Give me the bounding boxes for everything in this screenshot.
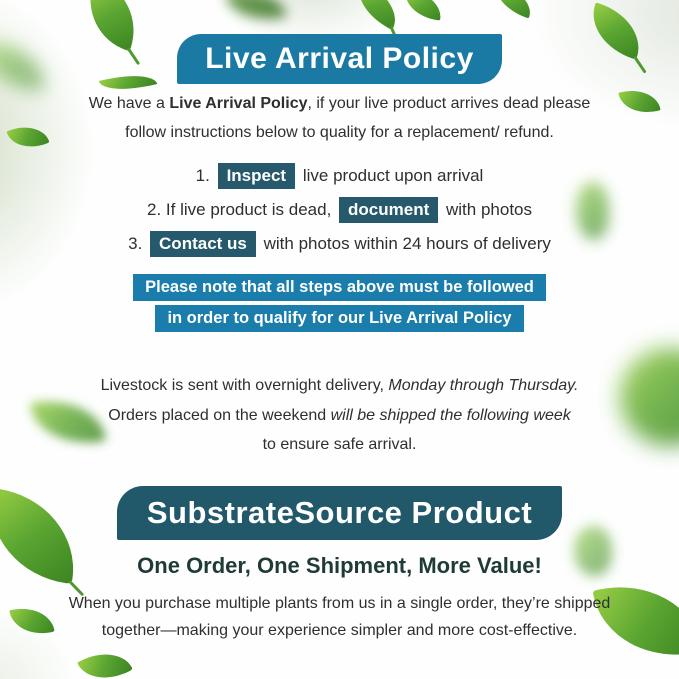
live-arrival-policy-banner-wrap (0, 34, 679, 84)
intro-text-pre: We have a (88, 95, 170, 112)
leaf-icon (77, 641, 133, 679)
step-number: 3. (128, 234, 143, 253)
step-item-3 (0, 227, 679, 260)
intro-paragraph (0, 90, 679, 148)
leaf-icon (489, 0, 537, 18)
leaf-icon (225, 0, 286, 27)
substratesource-banner: SubstrateSource Product (117, 486, 562, 540)
step-number: 2. (147, 200, 162, 219)
closing-paragraph (0, 590, 679, 644)
step-text: with photos (446, 200, 532, 219)
step-highlight-contact-us: Contact us (150, 231, 256, 257)
live-arrival-policy-banner: Live Arrival Policy (177, 34, 502, 84)
step-highlight-inspect: Inspect (218, 163, 296, 189)
policy-note-line-2: in order to qualify for our Live Arrival Policy (155, 305, 523, 332)
shipping-text: to ensure safe arrival. (262, 436, 417, 454)
shipping-paragraph (0, 371, 679, 460)
intro-text-bold: Live Arrival Policy (169, 95, 308, 112)
step-text: with photos within 24 hours of delivery (263, 234, 551, 253)
step-item-1 (0, 159, 679, 192)
step-item-2 (0, 193, 679, 226)
shipping-text: Orders placed on the weekend (108, 406, 331, 424)
shipping-line-1 (0, 371, 679, 401)
shipping-text-italic: Monday through Thursday. (388, 377, 579, 394)
intro-text-post: , if your live product arrives dead please follow instructions below to quality for a replacement/ refund. (125, 95, 591, 141)
steps-list (0, 159, 679, 261)
shipping-text-italic: will be shipped the following week (330, 406, 571, 424)
step-highlight-document: document (339, 197, 438, 223)
substratesource-banner-wrap (0, 486, 679, 540)
shipping-line-2 (0, 401, 679, 431)
step-text-pre: If live product is dead, (165, 200, 332, 219)
closing-text: When you purchase multiple plants from us in a single order, they’re shipped together—making your experience simpler and more cost-effective. (68, 595, 611, 640)
value-subheading: One Order, One Shipment, More Value! (137, 553, 542, 578)
policy-note-line-1: Please note that all steps above must be followed (133, 274, 546, 301)
step-text: live product upon arrival (302, 166, 484, 185)
policy-note (0, 272, 679, 334)
shipping-line-3 (0, 430, 679, 460)
shipping-text: Livestock is sent with overnight delivery, (100, 377, 389, 394)
leaf-icon (348, 0, 406, 30)
step-number: 1. (195, 166, 210, 185)
leaf-icon (402, 0, 443, 21)
